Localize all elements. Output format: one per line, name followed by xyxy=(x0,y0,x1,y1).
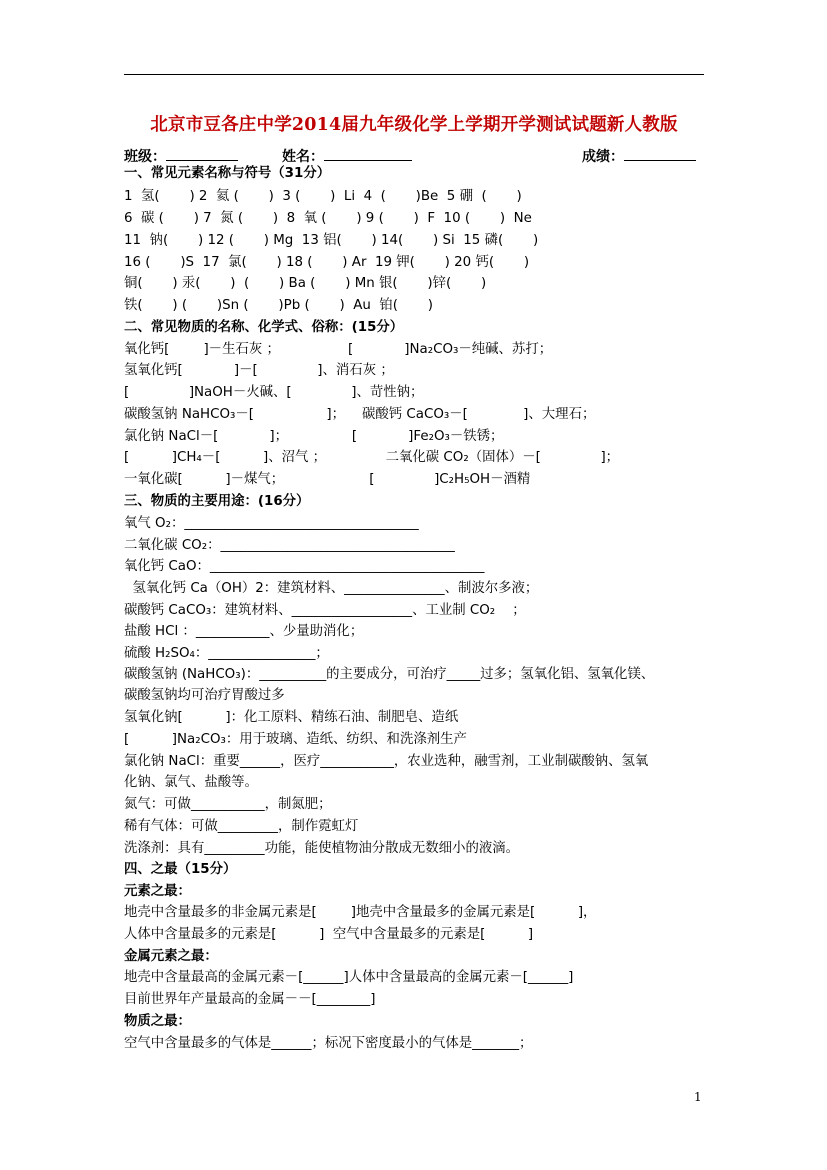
class-label: 班级： xyxy=(124,149,166,165)
section-2-heading: 二、常见物质的名称、化学式、俗称：(15分） xyxy=(124,320,404,335)
exercise-line: 人体中含量最多的元素是[ ] 空气中含量最多的元素是[ ] xyxy=(124,927,534,942)
exercise-line: 硫酸 H₂SO₄：________________； xyxy=(124,646,329,661)
section-4-heading: 四、之最（15分） xyxy=(124,862,237,877)
class-blank[interactable] xyxy=(166,146,238,161)
exercise-line: 碳酸氢钠均可治疗胃酸过多 xyxy=(124,688,285,703)
exercise-line: [ ]CH₄－[ ]、沼气 ； 二氧化碳 CO₂（固体）－[ ]； xyxy=(124,450,620,465)
exercise-line: 氯化钠 NaCl：重要______，医疗___________，农业选种，融雪剂，工业制碳酸钠、氢氧 xyxy=(124,754,649,769)
exercise-line: 化钠、氯气、盐酸等。 xyxy=(124,775,258,790)
exercise-line: 1 氢( ) 2 氦 ( ) 3 ( ) Li 4 ( )Be 5 硼 ( ) xyxy=(124,189,522,204)
section-3-heading: 三、物质的主要用途：(16分） xyxy=(124,494,310,509)
section-1-heading: 一、常见元素名称与符号（31分） xyxy=(124,166,331,181)
exercise-line: 碳酸氢钠 (NaHCO₃)：__________的主要成分，可治疗_____过多；氢氧化铝、氢氧化镁、 xyxy=(124,667,655,682)
exercise-line: 稀有气体：可做_________，制作霓虹灯 xyxy=(124,819,359,834)
exercise-line: 空气中含量最多的气体是______；标况下密度最小的气体是_______； xyxy=(124,1036,533,1051)
exercise-line: 目前世界年产量最高的金属－－[________] xyxy=(124,992,376,1007)
name-label: 姓名： xyxy=(282,149,324,165)
exercise-line: 地壳中含量最高的金属元素－[______]人体中含量最高的金属元素－[______] xyxy=(124,970,574,985)
score-label: 成绩： xyxy=(582,149,624,165)
exercise-line: 地壳中含量最多的非金属元素是[ ]地壳中含量最多的金属元素是[ ]， xyxy=(124,905,597,920)
exercise-line: 碳酸钙 CaCO₃：建筑材料、__________________、工业制 CO₂ ； xyxy=(124,603,526,618)
subsection-heading: 物质之最： xyxy=(124,1014,191,1029)
exercise-line: 铜( ) 汞( ) ( ) Ba ( ) Mn 银( )锌( ) xyxy=(124,276,487,291)
exercise-line: 碳酸氢钠 NaHCO₃－[ ]； 碳酸钙 CaCO₃－[ ]、大理石； xyxy=(124,407,596,422)
exercise-line: 盐酸 HCl ：___________、少量助消化； xyxy=(124,624,364,639)
exercise-line: 氧化钙 CaO：_________________________________________ xyxy=(124,559,485,574)
exercise-line: 氧化钙[ ]－生石灰 ； [ ]Na₂CO₃－纯碱、苏打； xyxy=(124,342,553,357)
exercise-line: 氮气：可做___________，制氮肥； xyxy=(124,797,332,812)
exercise-line: 氢氧化钙 Ca（OH）2：建筑材料、_______________、制波尔多液； xyxy=(124,581,539,596)
exercise-line: 铁( ) ( )Sn ( )Pb ( ) Au 铂( ) xyxy=(124,298,434,313)
document-title: 北京市豆各庄中学2014届九年级化学上学期开学测试试题新人教版 xyxy=(150,115,678,135)
exercise-line: 6 碳 ( ) 7 氮 ( ) 8 氧 ( ) 9 ( ) F 10 ( ) Ne xyxy=(124,211,532,226)
exercise-line: 氢氧化钙[ ]－[ ]、消石灰 ； xyxy=(124,363,394,378)
exercise-line: 16 ( )S 17 氯( ) 18 ( ) Ar 19 钾( ) 20 钙( ) xyxy=(124,255,530,270)
subsection-heading: 金属元素之最： xyxy=(124,949,218,964)
exercise-line: 11 钠( ) 12 ( ) Mg 13 铝( ) 14( ) Si 15 磷( ) xyxy=(124,233,539,248)
exercise-line: 洗涤剂：具有_________功能，能使植物油分散成无数细小的液滴。 xyxy=(124,841,520,856)
exercise-line: 氧气 O₂：___________________________________ xyxy=(124,516,419,531)
name-blank[interactable] xyxy=(324,146,412,161)
subsection-heading: 元素之最： xyxy=(124,884,191,899)
header-rule xyxy=(124,74,704,75)
page-number: 1 xyxy=(694,1090,702,1104)
exercise-line: 氢氧化钠[ ]：化工原料、精练石油、制肥皂、造纸 xyxy=(124,710,459,725)
score-blank[interactable] xyxy=(624,146,696,161)
exercise-line: 一氧化碳[ ]－煤气； [ ]C₂H₅OH－酒精 xyxy=(124,472,531,487)
exercise-line: [ ]Na₂CO₃：用于玻璃、造纸、纺织、和洗涤剂生产 xyxy=(124,732,467,747)
exercise-line: 二氧化碳 CO₂：___________________________________ xyxy=(124,538,455,553)
exercise-line: 氯化钠 NaCl－[ ]； [ ]Fe₂O₃－铁锈； xyxy=(124,429,504,444)
exercise-line: [ ]NaOH－火碱、[ ]、苛性钠； xyxy=(124,385,424,400)
